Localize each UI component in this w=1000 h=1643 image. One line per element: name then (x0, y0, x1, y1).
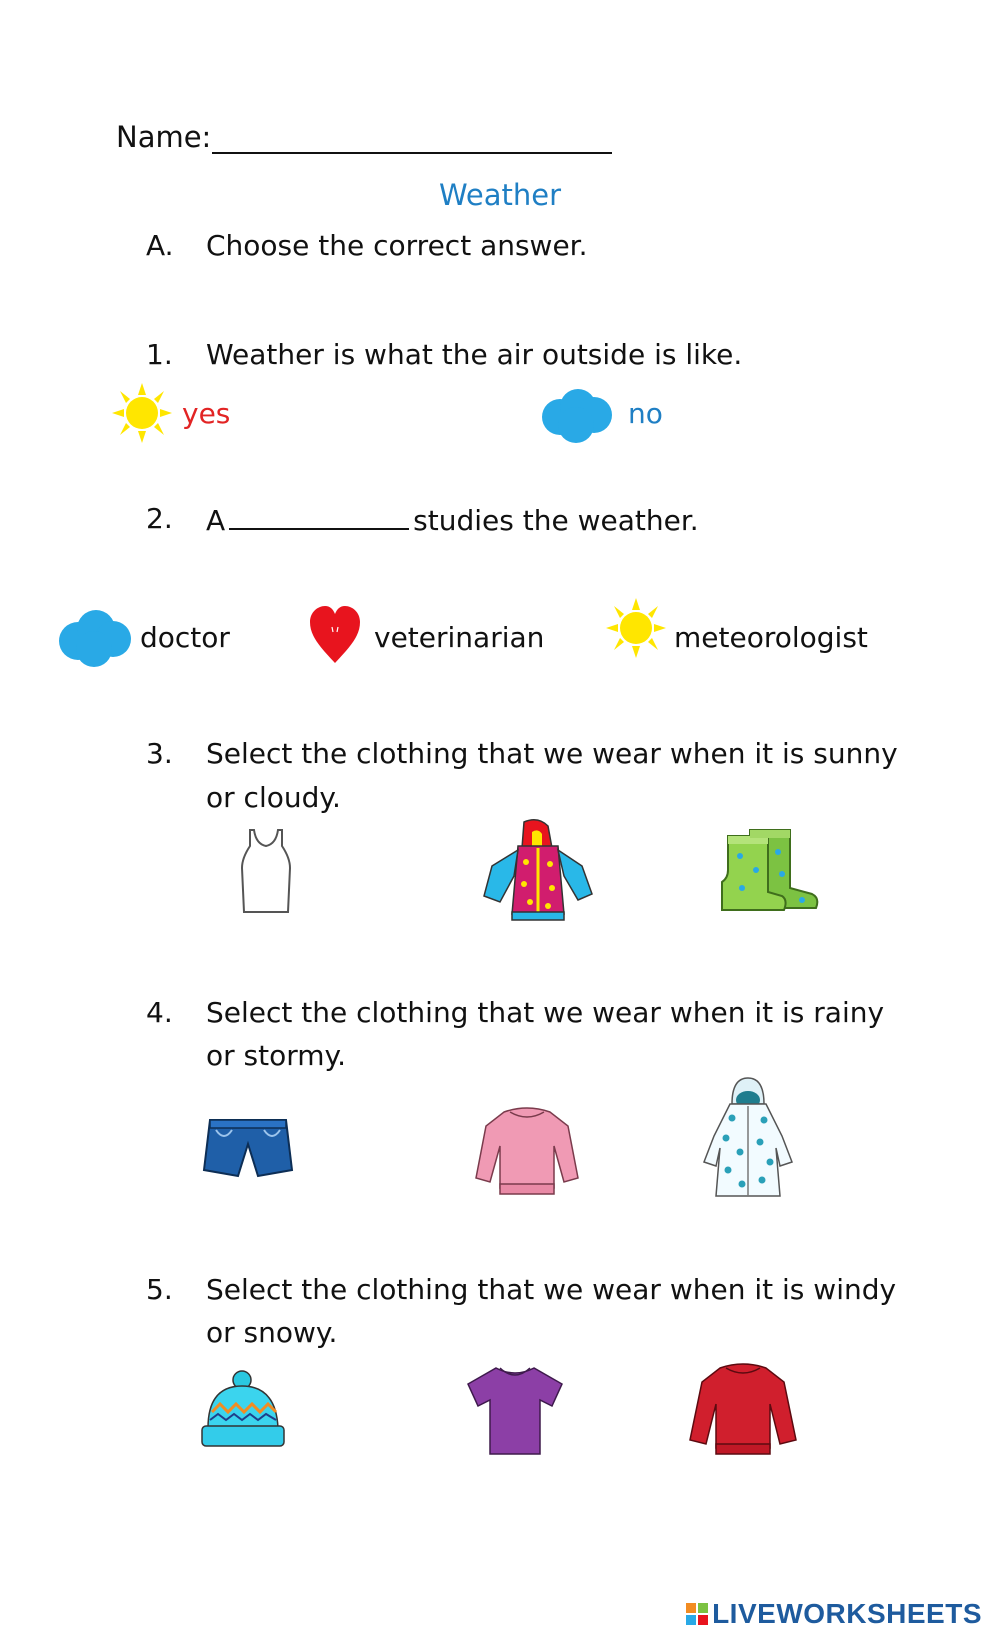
sweater-icon[interactable] (474, 1106, 580, 1196)
question-2-number: 2. (146, 502, 173, 535)
question-2-text-after: studies the weather. (413, 504, 699, 537)
sun-icon[interactable] (110, 383, 174, 443)
answer-no[interactable]: no (628, 397, 663, 430)
footer-brand-text: LIVEWORKSHEETS (712, 1598, 982, 1629)
answer-veterinarian[interactable]: veterinarian (374, 621, 545, 654)
footer-brand (686, 1598, 982, 1632)
liveworksheets-logo-icon (686, 1600, 708, 1632)
question-5-number: 5. (146, 1273, 173, 1306)
question-5-line2: or snowy. (206, 1316, 338, 1349)
question-3-line2: or cloudy. (206, 781, 341, 814)
question-5-line1: Select the clothing that we wear when it is windy (206, 1273, 897, 1306)
shorts-icon[interactable] (202, 1116, 294, 1180)
question-4-line2: or stormy. (206, 1039, 347, 1072)
question-4-line1: Select the clothing that we wear when it is rainy (206, 996, 885, 1029)
question-2-text-before: A (206, 504, 226, 537)
cloud-icon[interactable] (58, 607, 132, 669)
worksheet-title: Weather (438, 178, 562, 212)
question-1-number: 1. (146, 338, 173, 371)
winter-hat-icon[interactable] (196, 1370, 290, 1450)
question-2-text (206, 502, 699, 538)
cloud-icon[interactable] (540, 385, 614, 445)
question-3-line1: Select the clothing that we wear when it is sunny (206, 737, 898, 770)
t-shirt-icon[interactable] (466, 1364, 564, 1456)
section-letter: A. (146, 229, 174, 262)
name-label: Name: (116, 120, 212, 154)
raincoat-icon[interactable] (702, 1076, 794, 1200)
section-instruction: Choose the correct answer. (206, 229, 588, 262)
tank-top-icon[interactable] (238, 828, 294, 914)
answer-doctor[interactable]: doctor (140, 621, 230, 654)
answer-blank[interactable] (229, 502, 409, 530)
rain-boots-icon[interactable] (720, 826, 830, 912)
heart-icon[interactable] (308, 605, 362, 665)
question-4-number: 4. (146, 996, 173, 1029)
hooded-jacket-icon[interactable] (482, 818, 594, 922)
answer-yes[interactable]: yes (182, 397, 231, 430)
question-1-text: Weather is what the air outside is like. (206, 338, 743, 371)
question-3-number: 3. (146, 737, 173, 770)
red-sweater-icon[interactable] (688, 1362, 798, 1458)
sun-icon[interactable] (604, 598, 668, 658)
answer-meteorologist[interactable]: meteorologist (674, 621, 868, 654)
name-input-line[interactable] (212, 152, 612, 154)
